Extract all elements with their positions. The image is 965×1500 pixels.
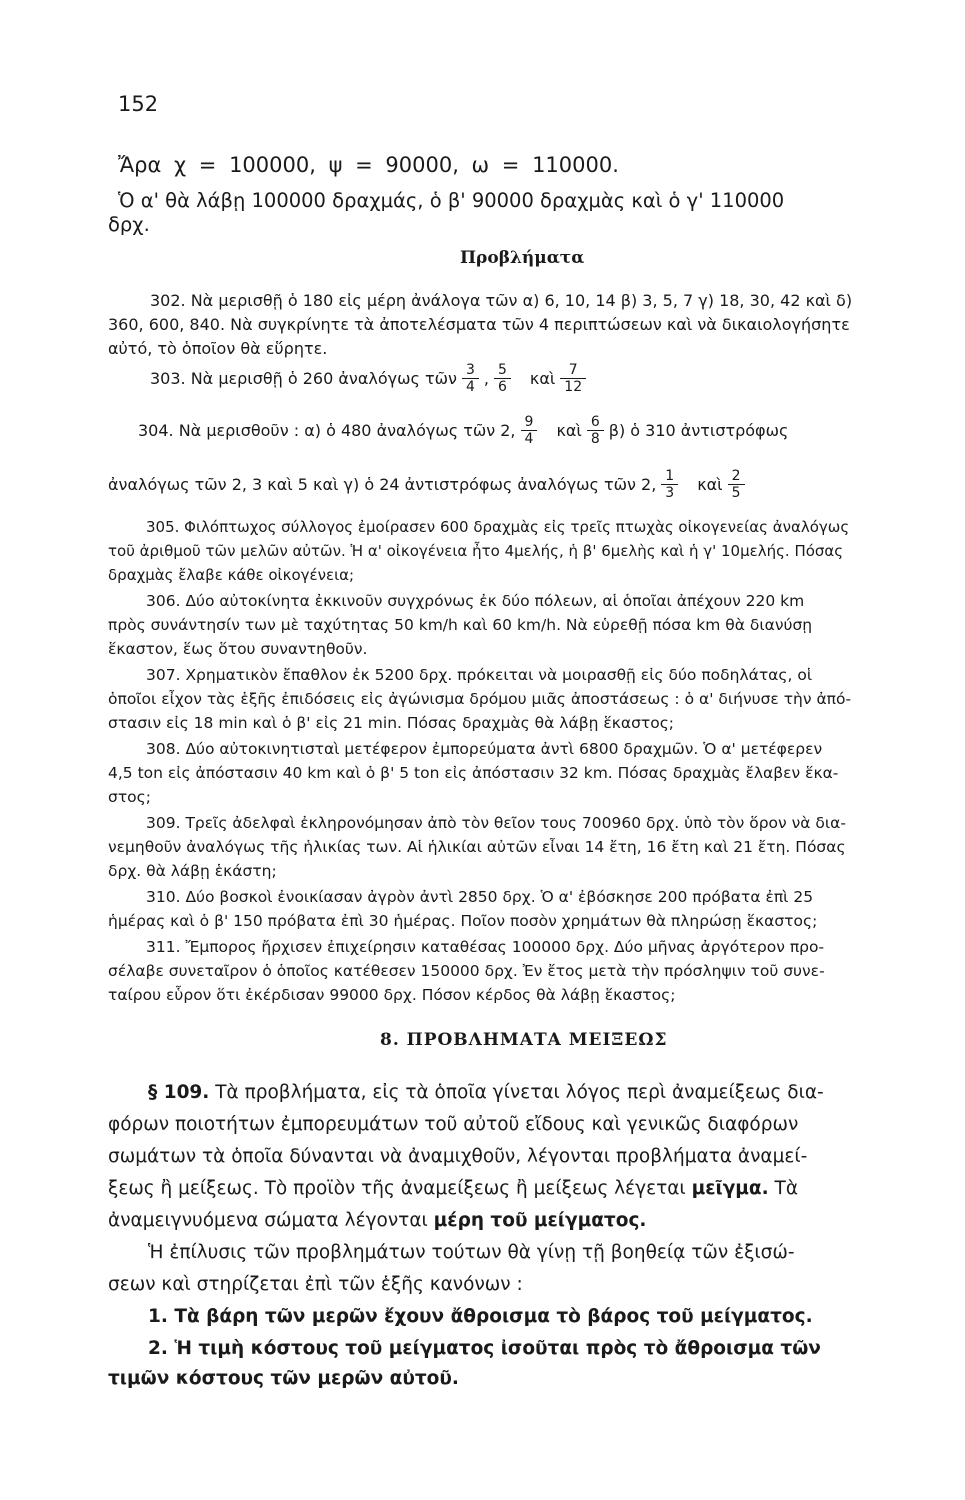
problem-line: δραχμὰς ἔλαβε κάθε οἰκογένεια; — [108, 566, 355, 584]
fraction: $\frac{3}{4}$ — [462, 362, 479, 395]
answer-line: Ἄρα χ = 100000, ψ = 90000, ω = 110000. — [118, 153, 619, 177]
problem-line: πρὸς συνάντησίν των μὲ ταχύτητας 50 km/h καὶ 60 km/h. Νὰ εὑρεθῇ πόσα km θὰ διανύσῃ — [108, 616, 813, 634]
paragraph-line: § 109. Τὰ προβλήματα, εἰς τὰ ὁποῖα γίνεται λόγος περὶ ἀναμείξεως δια- — [148, 1082, 824, 1103]
problem-text: 303. Νὰ μερισθῇ ὁ 260 ἀναλόγως τῶν — [150, 368, 457, 388]
problem-304-line2: ἀναλόγως τῶν 2, 3 καὶ 5 καὶ γ) ὁ 24 ἀντιστρόφως ἀναλόγως τῶν 2, $\frac{1}{3}$ καὶ $\frac{2}{5}$ — [108, 468, 750, 501]
problem-line: 309. Τρεῖς ἀδελφαὶ ἐκληρονόμησαν ἀπὸ τὸν θεῖον τους 700960 δρχ. ὑπὸ τὸν ὅρον νὰ δια- — [146, 814, 846, 832]
problem-304: 304. Νὰ μερισθοῦν : α) ὁ 480 ἀναλόγως τῶν 2, $\frac{9}{4}$ καὶ $\frac{6}{8}$ β) ὁ 310 ἀντιστρόφως — [138, 414, 789, 447]
fraction: $\frac{2}{5}$ — [728, 468, 745, 501]
problem-line: ὁποῖοι εἶχον τὰς ἑξῆς ἐπιδόσεις εἰς ἀγώνισμα δρόμου μιᾶς ἀποστάσεως : ὁ α' διήνυσε τὴν ἀπό- — [108, 690, 852, 708]
problem-line: ἕκαστον, ἕως ὅτου συναντηθοῦν. — [108, 640, 368, 658]
problem-line: 360, 600, 840. Νὰ συγκρίνητε τὰ ἀποτελέσματα τῶν 4 περιπτώσεων καὶ νὰ δικαιολογήσητε — [108, 315, 850, 334]
problem-line: 4,5 ton εἰς ἀπόστασιν 40 km καὶ ὁ β' 5 ton εἰς ἀπόστασιν 32 km. Πόσας δραχμὰς ἔλαβεν ἕκα- — [108, 764, 839, 782]
problem-line: 308. Δύο αὐτοκινητισταὶ μετέφερον ἐμπορεύματα ἀντὶ 6800 δραχμῶν. Ὁ α' μετέφερεν — [146, 740, 823, 758]
problem-line: στος; — [108, 788, 151, 806]
fraction: $\frac{6}{8}$ — [587, 414, 604, 447]
paragraph-line: ἀναμειγνυόμενα σώματα λέγονται μέρη τοῦ μείγματος. — [108, 1210, 647, 1231]
problem-line: 302. Νὰ μερισθῇ ὁ 180 εἰς μέρη ἀνάλογα τῶν α) 6, 10, 14 β) 3, 5, 7 γ) 18, 30, 42 καὶ δ) — [150, 291, 853, 310]
paragraph-line: σωμάτων τὰ ὁποῖα δύνανται νὰ ἀναμιχθοῦν, λέγονται προβλήματα ἀναμεί- — [108, 1146, 808, 1167]
problems-heading: Προβλήματα — [460, 248, 585, 268]
fraction: $\frac{1}{3}$ — [661, 468, 678, 501]
paragraph-line: φόρων ποιοτήτων ἐμπορευμάτων τοῦ αὐτοῦ εἴδους καὶ γενικῶς διαφόρων — [108, 1114, 799, 1135]
answer-line: Ὁ α' θὰ λάβῃ 100000 δραχμάς, ὁ β' 90000 δραχμὰς καὶ ὁ γ' 110000 — [118, 189, 785, 212]
problem-line: 307. Χρηματικὸν ἔπαθλον ἐκ 5200 δρχ. πρόκειται νὰ μοιρασθῇ εἰς δύο ποδηλάτας, οἱ — [146, 666, 813, 684]
problem-line: ταίρου εὗρον ὅτι ἐκέρδισαν 99000 δρχ. Πόσον κέρδος θὰ λάβῃ ἕκαστος; — [108, 986, 676, 1004]
problem-line: 306. Δύο αὐτοκίνητα ἐκκινοῦν συγχρόνως ἐκ δύο πόλεων, αἱ ὁποῖαι ἀπέχουν 220 km — [146, 592, 805, 610]
problem-303: 303. Νὰ μερισθῇ ὁ 260 ἀναλόγως τῶν $\frac{3}{4}$ , $\frac{5}{6}$ καὶ $\frac{7}{12}$ — [150, 362, 591, 395]
answer-line: δρχ. — [108, 213, 150, 236]
problem-line: στασιν εἰς 18 min καὶ ὁ β' εἰς 21 min. Πόσας δραχμὰς θὰ λάβῃ ἕκαστος; — [108, 714, 675, 732]
problem-line: 311. Ἔμπορος ἤρχισεν ἐπιχείρησιν καταθέσας 100000 δρχ. Δύο μῆνας ἀργότερον προ- — [146, 938, 825, 956]
problem-line: 305. Φιλόπτωχος σύλλογος ἐμοίρασεν 600 δραχμὰς εἰς τρεῖς πτωχὰς οἰκογενείας ἀναλόγως — [146, 518, 850, 536]
problem-line: τοῦ ἀριθμοῦ τῶν μελῶν αὐτῶν. Ἡ α' οἰκογένεια ἦτο 4μελής, ἡ β' 6μελὴς καὶ ἡ γ' 10μελής. Πόσας — [108, 542, 844, 560]
paragraph-line: σεων καὶ στηρίζεται ἐπὶ τῶν ἑξῆς κανόνων : — [108, 1274, 523, 1295]
paragraph-line: ξεως ἢ μείξεως. Τὸ προϊὸν τῆς ἀναμείξεως ἢ μείξεως λέγεται μεῖγμα. Τὰ — [108, 1178, 799, 1199]
problem-line: σέλαβε συνεταῖρον ὁ ὁποῖος κατέθεσεν 150000 δρχ. Ἐν ἔτος μετὰ τὴν πρόσληψιν τοῦ συνε- — [108, 962, 825, 980]
paragraph-line: Ἡ ἐπίλυσις τῶν προβλημάτων τούτων θὰ γίνῃ τῇ βοηθείᾳ τῶν ἐξισώ- — [148, 1242, 795, 1263]
page-number: 152 — [118, 92, 159, 116]
section-heading: 8. ΠΡΟΒΛΗΜΑΤΑ ΜΕΙΞΕΩΣ — [380, 1030, 668, 1050]
problem-line: δρχ. θὰ λάβῃ ἑκάστη; — [108, 862, 277, 880]
problem-line: αὐτό, τὸ ὁποῖον θὰ εὕρητε. — [108, 339, 328, 358]
term-merh: μέρη τοῦ μείγματος. — [433, 1210, 647, 1231]
rule-1: 1. Τὰ βάρη τῶν μερῶν ἔχουν ἄθροισμα τὸ βάρος τοῦ μείγματος. — [148, 1306, 813, 1327]
section-number: § 109. — [148, 1082, 210, 1103]
fraction: $\frac{5}{6}$ — [494, 362, 511, 395]
rule-2-continued: τιμῶν κόστους τῶν μερῶν αὐτοῦ. — [108, 1368, 459, 1389]
fraction: $\frac{7}{12}$ — [560, 362, 586, 395]
problem-line: νεμηθοῦν ἀναλόγως τῆς ἡλικίας των. Αἱ ἡλικίαι αὐτῶν εἶναι 14 ἔτη, 16 ἔτη καὶ 21 ἔτη. Πόσας — [108, 838, 846, 856]
problem-line: ἡμέρας καὶ ὁ β' 150 πρόβατα ἐπὶ 30 ἡμέρας. Ποῖον ποσὸν χρημάτων θὰ πληρώσῃ ἕκαστος; — [108, 912, 818, 930]
problem-line: 310. Δύο βοσκοὶ ἐνοικίασαν ἀγρὸν ἀντὶ 2850 δρχ. Ὁ α' ἐβόσκησε 200 πρόβατα ἐπὶ 25 — [146, 888, 814, 906]
term-meigma: μεῖγμα. — [691, 1178, 769, 1199]
fraction: $\frac{9}{4}$ — [521, 414, 538, 447]
problem-text: 304. Νὰ μερισθοῦν : α) ὁ 480 ἀναλόγως τῶν 2, — [138, 420, 516, 440]
rule-2: 2. Ἡ τιμὴ κόστους τοῦ μείγματος ἰσοῦται πρὸς τὸ ἄθροισμα τῶν — [148, 1338, 821, 1359]
